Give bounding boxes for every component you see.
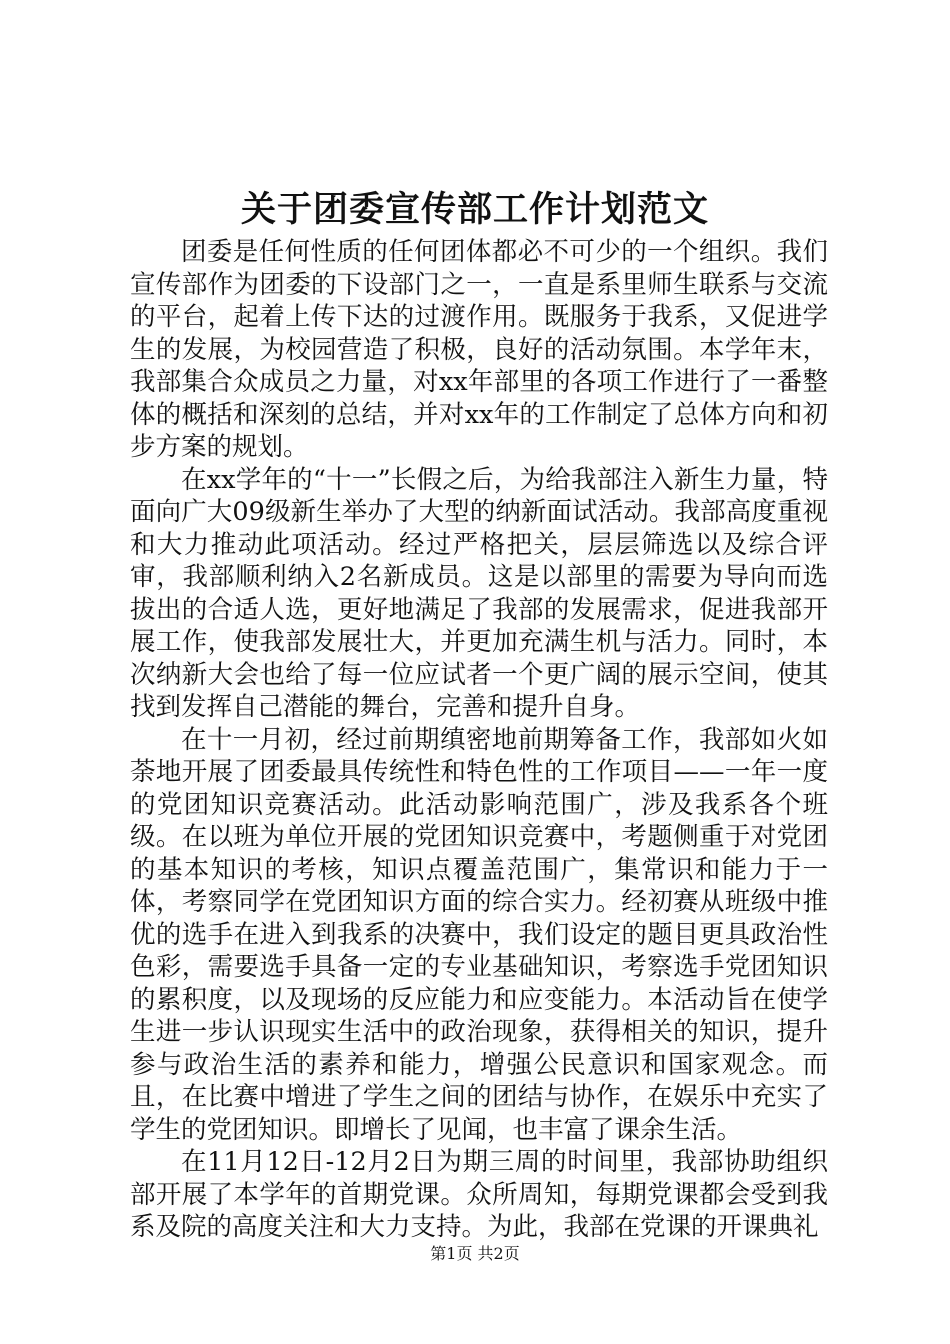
paragraph-4: 在11月12日-12月2日为期三周的时间里，我部协助组织部开展了本学年的首期党课。众所周知，每期党课都会受到我系及院的高度关注和大力支持。为此，我部在党课的开课典礼: [130, 1147, 828, 1242]
paragraph-2: 在xx学年的“十一”长假之后，为给我部注入新生力量，特面向广大09级新生举办了大型的纳新面试活动。我部高度重视和大力推动此项活动。经过严格把关，层层筛选以及综合评审，我部顺利纳入2名新成员。这是以部里的需要为导向而选拔出的合适人选，更好地满足了我部的发展需求，促进我部开展工作，使我部发展壮大，并更加充满生机与活力。同时，本次纳新大会也给了每一位应试者一个更广阔的展示空间，使其找到发挥自己潜能的舞台，完善和提升自身。: [130, 464, 828, 722]
paragraph-3: 在十一月初，经过前期缜密地前期筹备工作，我部如火如荼地开展了团委最具传统性和特色性的工作项目——一年一度的党团知识竞赛活动。此活动影响范围广，涉及我系各个班级。在以班为单位开展的党团知识竞赛中，考题侧重于对党团的基本知识的考核，知识点覆盖范围广，集常识和能力于一体，考察同学在党团知识方面的综合实力。经初赛从班级中推优的选手在进入到我系的决赛中，我们设定的题目更具政治性色彩，需要选手具备一定的专业基础知识，考察选手党团知识的累积度，以及现场的反应能力和应变能力。本活动旨在使学生进一步认识现实生活中的政治现象，获得相关的知识，提升参与政治生活的素养和能力，增强公民意识和国家观念。而且，在比赛中增进了学生之间的团结与协作，在娱乐中充实了学生的党团知识。即增长了见闻，也丰富了课余生活。: [130, 724, 828, 1145]
page-number-footer: 第1页 共2页: [430, 1244, 520, 1263]
document-body: [130, 236, 828, 1244]
paragraph-1: 团委是任何性质的任何团体都必不可少的一个组织。我们宣传部作为团委的下设部门之一，一直是系里师生联系与交流的平台，起着上传下达的过渡作用。既服务于我系，又促进学生的发展，为校园营造了积极，良好的活动氛围。本学年末，我部集合众成员之力量，对xx年部里的各项工作进行了一番整体的概括和深刻的总结，并对xx年的工作制定了总体方向和初步方案的规划。: [130, 237, 828, 462]
document-title: 关于团委宣传部工作计划范文: [240, 189, 709, 230]
